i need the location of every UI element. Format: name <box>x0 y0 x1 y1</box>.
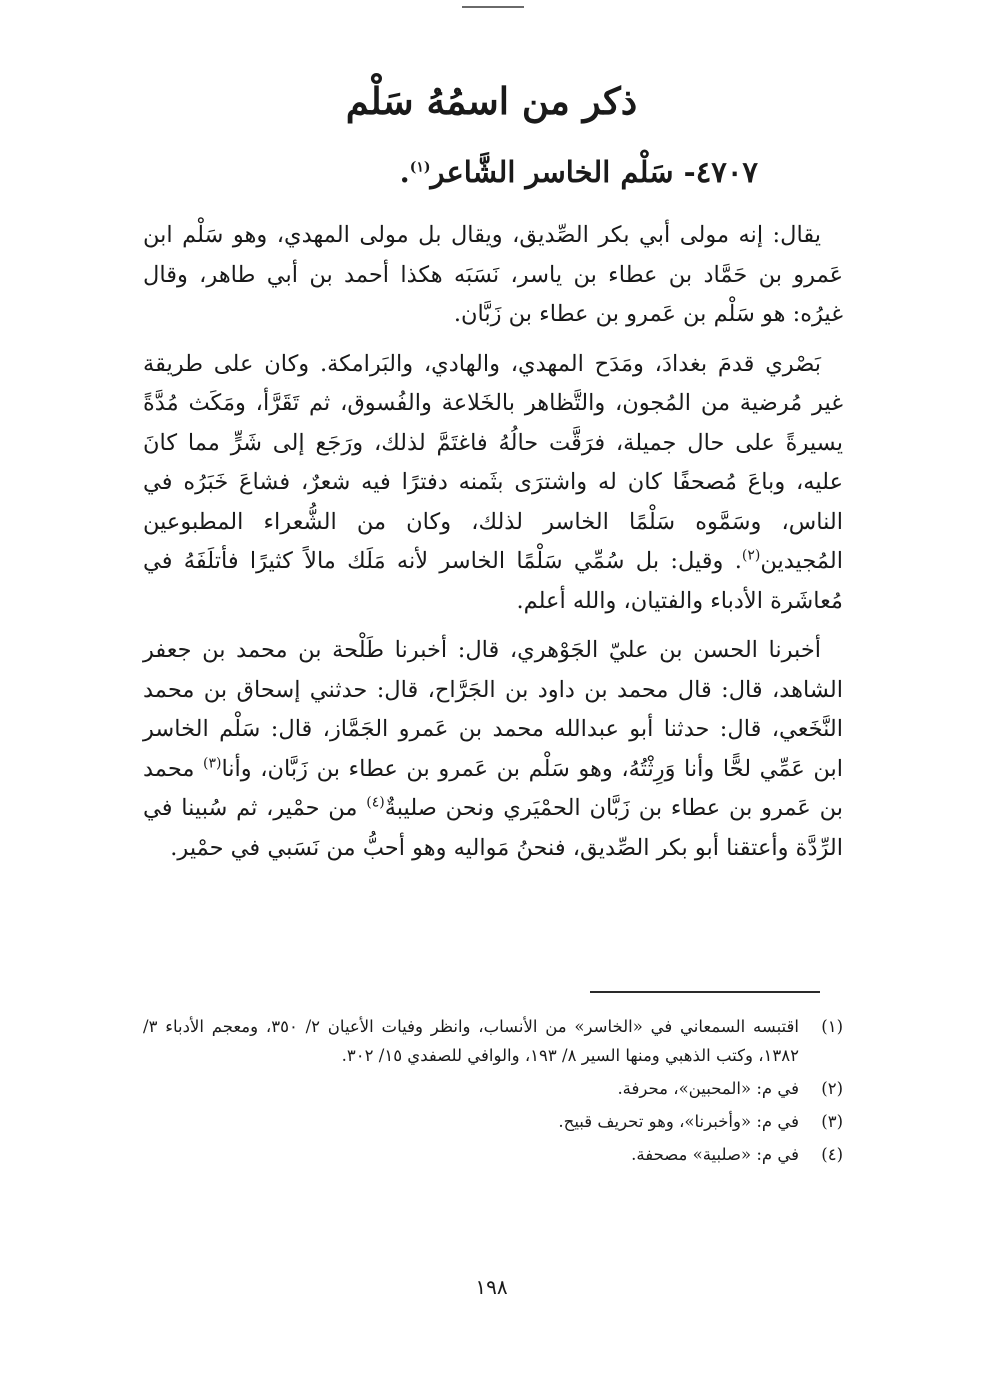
footnote-ref: (١) <box>409 159 431 176</box>
paragraph-text: أخبرنا الحسن بن عليّ الجَوْهري، قال: أخبرنا طَلْحة بن محمد بن جعفر الشاهد، قال: قال محمد بن داود بن الجَرَّاح، قال: حدثني إسحاق بن محمد النَّخَعي، قال: حدثنا أبو عبدالله محمد بن عَمرو الجَمَّاز، قال: سَلْم الخاسر ابن عَمِّي لحًّا وأنا وَرِثْتُهُ، وهو سَلْم بن عَمرو بن عطاء بن زَبَّان، وأنا <box>143 637 844 782</box>
footnote <box>143 1107 843 1136</box>
footnote <box>143 1012 843 1070</box>
footnote-ref: (٣) <box>202 755 222 771</box>
footnote-text: اقتبسه السمعاني في «الخاسر» من الأنساب، وانظر وفيات الأعيان ٢/ ٣٥٠، ومعجم الأدباء ٣/ ١٣٨٢، وكتب الذهبي ومنها السير ٨/ ١٩٣، والوافي للصفدي ١٥/ ٣٠٢. <box>143 1017 799 1065</box>
paragraph-text: بَصْري قدمَ بغدادَ، ومَدَح المهدي، والهادي، والبَرامكة. وكان على طريقة غير مُرضية من المُجون، والتَّظاهر بالخَلاعة والفُسوق، ثم تَقَرَّأ، ومَكَث مُدَّةً يسيرةً على حال جميلة، فرَقَّت حالُهُ فاغتَمَّ لذلك، ورَجَع إلى شَرٍّ مما كانَ عليه، وباعَ مُصحفًا كان له واشترَى بثَمنه دفترًا فيه شعرٌ، فشاعَ خَبَرُه في الناس، وسَمَّوه سَلْمًا الخاسر لذلك، وكان من الشُّعراء المطبوعين المُجيدين <box>143 350 843 574</box>
footnote-text: في م: «المحبين»، محرفة. <box>617 1079 799 1098</box>
footnote-text: في م: «وأخبرنا»، وهو تحريف قبيح. <box>558 1112 799 1131</box>
page-number: ١٩٨ <box>475 1275 508 1299</box>
body-text <box>143 216 843 868</box>
footnote-number: (١) <box>821 1017 843 1036</box>
entry-heading <box>198 148 758 196</box>
footnote-number: (٢) <box>821 1079 843 1098</box>
footnote-number: (٤) <box>821 1145 843 1164</box>
entry-heading-text: ٤٧٠٧- سَلْم الخاسر الشَّاعر <box>430 155 758 189</box>
paragraph-biography <box>143 345 843 622</box>
footnote-ref: (٢) <box>741 547 761 564</box>
entry-heading-tail: . <box>399 155 410 189</box>
paragraph-isnad <box>143 631 843 868</box>
top-rule <box>462 6 524 8</box>
footnote <box>143 1074 843 1103</box>
footnote-separator <box>590 991 820 993</box>
paragraph-text: محمد بن عَمرو بن عطاء بن زَبَّان الحمْيَري ونحن صليبةٌ <box>143 755 843 821</box>
footnote-ref: (٤) <box>366 794 385 811</box>
footnote-text: في م: «صلبية» مصحفة. <box>631 1145 799 1164</box>
paragraph-text: من حمْير، ثم سُبينا في الرِّدَّة وأعتقنا أبو بكر الصِّديق، فنحنُ مَواليه وهو أحبُّ من نَسَبي في حمْير. <box>143 795 843 861</box>
paragraph-text: . وقيل: بل سُمِّي سَلْمًا الخاسر لأنه مَلَك مالاً كثيرًا فأتلَفَهُ في مُعاشَرة الأدباء والفتيان، والله أعلم. <box>143 548 843 614</box>
footnote-number: (٣) <box>821 1112 843 1131</box>
footnotes <box>143 1012 843 1173</box>
paragraph-text: يقال: إنه مولى أبي بكر الصِّديق، ويقال بل مولى المهدي، وهو سَلْم ابن عَمرو بن حَمَّاد بن عطاء بن ياسر، نَسَبَه هكذا أحمد بن أبي طاهر، وقال غيرُه: هو سَلْم بن عَمرو بن عطاء بن زَبَّان. <box>143 222 843 327</box>
page-title: ذكر من اسمُهُ سَلْم <box>345 79 638 123</box>
paragraph-lineage <box>143 216 843 335</box>
footnote <box>143 1140 843 1169</box>
